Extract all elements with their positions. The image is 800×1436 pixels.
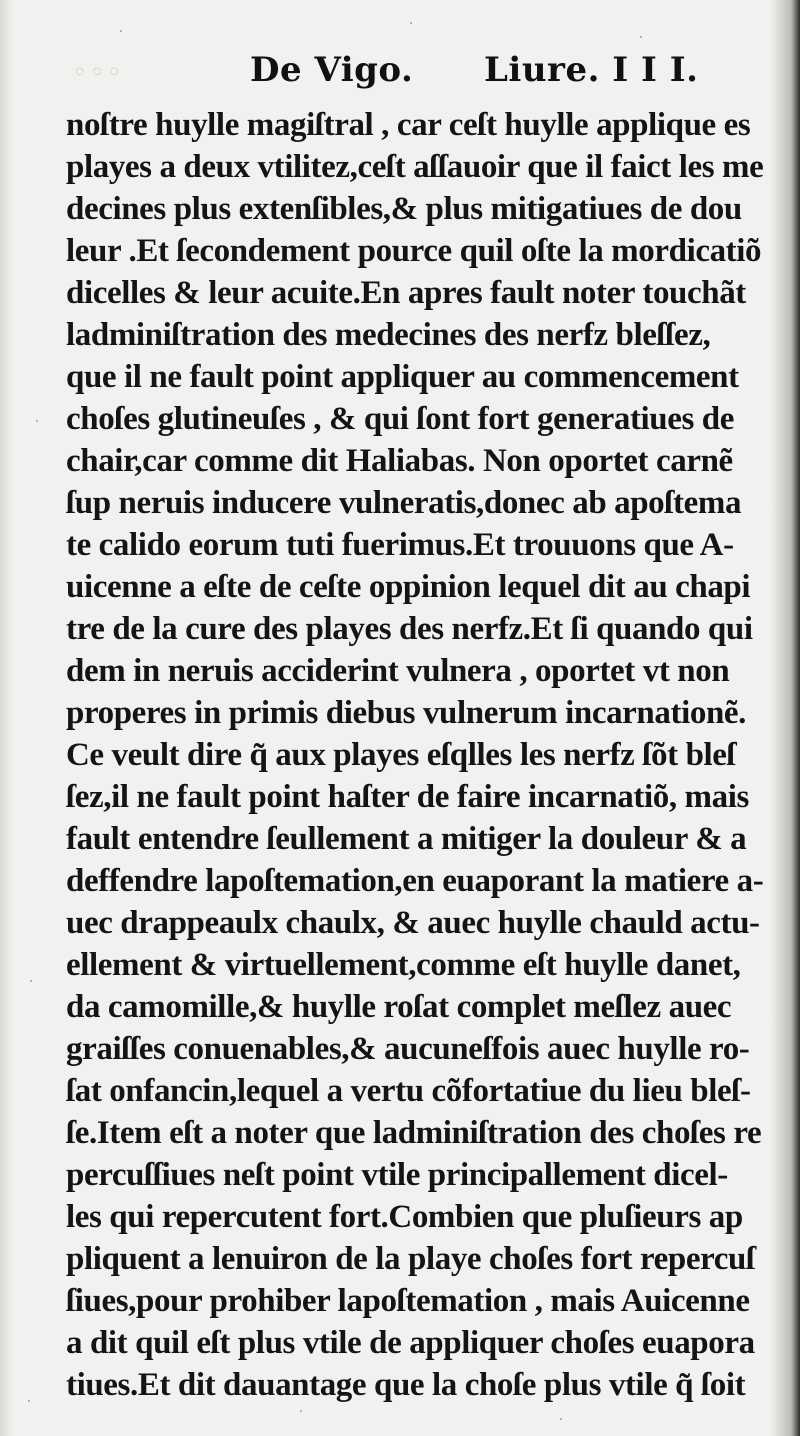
text-line: ladminiſtration des medecines des nerfz bleſſez, — [66, 317, 711, 353]
text-line: playes a deux vtilitez,ceſt aſſauoir que il faict les me — [66, 149, 764, 185]
text-line: choſes glutineuſes , & qui ſont fort generatiues de — [66, 401, 734, 437]
header-title: De Vigo. — [250, 50, 414, 90]
text-line: tiues.Et dit dauantage que la choſe plus vtile q̃ ſoit — [66, 1367, 746, 1403]
running-header — [0, 50, 800, 100]
text-line: graiſſes conuenables,& aucuneſfois auec huylle ro- — [66, 1031, 750, 1067]
text-line: tre de la cure des playes des nerfz.Et ſi quando qui — [66, 611, 753, 647]
text-line: fault entendre ſeullement a mitiger la douleur & a — [66, 821, 747, 857]
text-line: que il ne fault point appliquer au commencement — [66, 359, 739, 395]
text-line: percuſſiues neſt point vtile principallement dicel- — [66, 1157, 728, 1193]
bleed-through-marks: ◦◦◦ — [72, 58, 125, 88]
body-text — [66, 104, 766, 1406]
page-gutter-shadow — [0, 0, 14, 1436]
text-line: les qui repercutent fort.Combien que pluſieurs ap — [66, 1199, 743, 1235]
text-line: Ce veult dire q̃ aux playes eſqlles les nerfz ſõt bleſ — [66, 737, 736, 773]
text-line: properes in primis diebus vulnerum incarnationẽ. — [66, 695, 746, 731]
text-line: dem in neruis acciderint vulnera , oportet vt non — [66, 653, 730, 689]
text-line: dicelles & leur acuite.En apres fault noter touchãt — [66, 275, 746, 311]
text-line: ſup neruis inducere vulneratis,donec ab apoſtema — [66, 485, 742, 521]
text-line: ellement & virtuellement,comme eſt huylle danet, — [66, 947, 741, 983]
text-line: te calido eorum tuti fuerimus.Et trouuons que A- — [66, 527, 734, 563]
text-line: a dit quil eſt plus vtile de appliquer choſes euapora — [66, 1325, 755, 1361]
text-line: da camomille,& huylle roſat complet meſlez auec — [66, 989, 732, 1025]
text-line: pliquent a lenuiron de la playe choſes fort repercuſ — [66, 1241, 755, 1277]
text-line: deffendre lapoſtemation,en euaporant la matiere a- — [66, 863, 764, 899]
text-line: ſe.Item eſt a noter que ladminiſtration des choſes re — [66, 1115, 762, 1151]
text-line: ſat onfancin,lequel a vertu cõfortatiue du lieu bleſ- — [66, 1073, 751, 1109]
text-line: uicenne a eſte de ceſte oppinion lequel dit au chapi — [66, 569, 751, 605]
text-line: chair,car comme dit Haliabas. Non oportet carnẽ — [66, 443, 733, 479]
text-line: ſez,il ne fault point haſter de faire incarnatiõ, mais — [66, 779, 749, 815]
page-edge — [770, 0, 800, 1436]
header-book-number: Liure. I I I. — [484, 50, 699, 90]
text-line: ſiues,pour prohiber lapoſtemation , mais Auicenne — [66, 1283, 750, 1319]
text-line: decines plus extenſibles,& plus mitigatiues de dou — [66, 191, 742, 227]
text-line: noſtre huylle magiſtral , car ceſt huylle applique es — [66, 107, 751, 143]
text-line: uec drappeaulx chaulx, & auec huylle chauld actu- — [66, 905, 760, 941]
text-line: leur .Et ſecondement pource quil oſte la mordicatiõ — [66, 233, 762, 269]
